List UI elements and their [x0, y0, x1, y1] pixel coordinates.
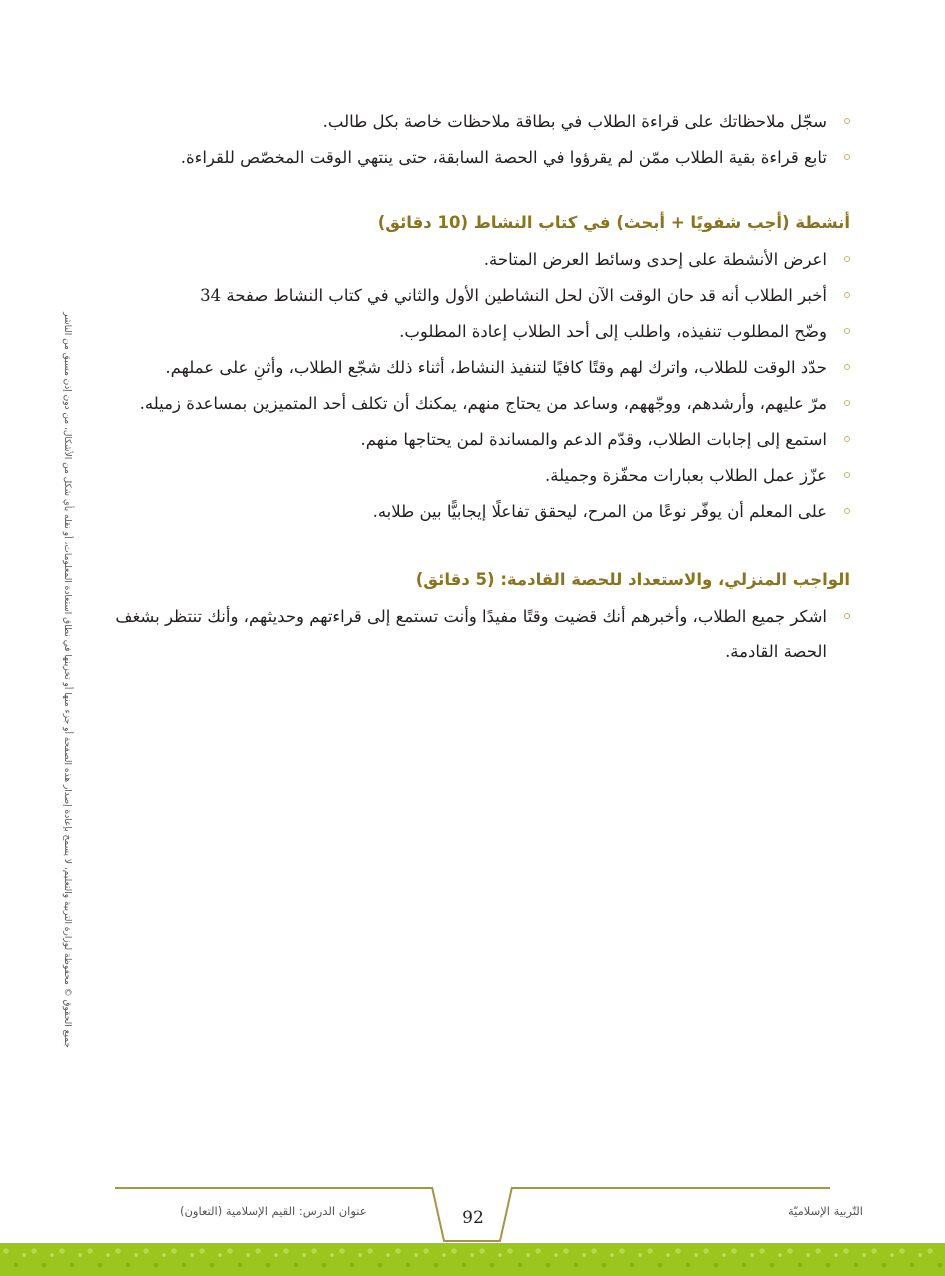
footer-lesson-title: عنوان الدرس: القيم الإسلامية (التعاون): [180, 1204, 367, 1218]
item-text: تابع قراءة بقية الطلاب ممّن لم يقرؤوا في الحصة السابقة، حتى ينتهي الوقت المخصّص للقراءة.: [180, 148, 827, 167]
item-text: مرّ عليهم، وأرشدهم، ووجّههم، وساعد من يحتاج منهم، يمكنك أن تكلف أحد المتميزين بمساعدة زميله.: [139, 394, 827, 413]
circle-bullet-icon: [844, 292, 850, 298]
item-text: حدّد الوقت للطلاب، واترك لهم وقتًا كافيًا لتنفيذ النشاط، أثناء ذلك شجّع الطلاب، وأثنِ على عملهم.: [165, 358, 827, 377]
list-item: [115, 140, 850, 176]
item-text: وضّح المطلوب تنفيذه، واطلب إلى أحد الطلاب إعادة المطلوب.: [399, 322, 827, 341]
item-text: اشكر جميع الطلاب، وأخبرهم أنك قضيت وقتًا مفيدًا وأنت تستمع إلى قراءتهم وحديثهم، وأنك تنتظر بشغف الحصة القادمة.: [115, 607, 827, 661]
section-heading-activities: أنشطة (أجب شفويًا + أبحث) في كتاب النشاط (10 دقائق): [377, 213, 850, 232]
circle-bullet-icon: [844, 400, 850, 406]
circle-bullet-icon: [844, 472, 850, 478]
section-heading-homework: الواجب المنزلي، والاستعداد للحصة القادمة: (5 دقائق): [415, 570, 850, 589]
footer-rule-right: [512, 1187, 830, 1189]
circle-bullet-icon: [844, 508, 850, 514]
circle-bullet-icon: [844, 364, 850, 370]
footer-subject: التّربية الإسلاميّة: [787, 1204, 863, 1218]
list-item: [115, 314, 850, 350]
list-item: [115, 350, 850, 386]
list-item: [115, 386, 850, 422]
circle-bullet-icon: [844, 256, 850, 262]
list-item: [115, 278, 850, 314]
item-text: عزّز عمل الطلاب بعبارات محفّزة وجميلة.: [544, 466, 827, 485]
list-item: [115, 458, 850, 494]
page-number: 92: [462, 1208, 484, 1228]
list-item: [115, 422, 850, 458]
item-text: على المعلم أن يوفّر نوعًا من المرح، ليحقق تفاعلًا إيجابيًّا بين طلابه.: [372, 502, 827, 521]
list-item: [115, 494, 850, 530]
circle-bullet-icon: [844, 154, 850, 160]
circle-bullet-icon: [844, 613, 850, 619]
item-text: استمع إلى إجابات الطلاب، وقدّم الدعم والمساندة لمن يحتاجها منهم.: [360, 430, 827, 449]
decorative-bottom-band: [0, 1243, 945, 1276]
footer-rule-left: [115, 1187, 432, 1189]
item-text: سجّل ملاحظاتك على قراءة الطلاب في بطاقة ملاحظات خاصة بكل طالب.: [322, 112, 827, 131]
circle-bullet-icon: [844, 118, 850, 124]
item-text: أخبر الطلاب أنه قد حان الوقت الآن لحل النشاطين الأول والثاني في كتاب النشاط صفحة 34: [200, 286, 827, 305]
lesson-content: [115, 104, 850, 669]
list-item: [115, 599, 850, 669]
intro-list: [115, 104, 850, 176]
copyright-note: جميع الحقوق © محفوظة لوزارة التربية والتعليم، لا يسمح بإعادة إصدار هذه الصفحة أو جزء منها أو تخزينها في نطاق استعادة المعلومات، أو نقله بأي شكل من الأشكال، من دون إذن مسبق من الناشر: [62, 312, 72, 1048]
list-item: [115, 104, 850, 140]
item-text: اعرض الأنشطة على إحدى وسائط العرض المتاحة.: [483, 250, 827, 269]
circle-bullet-icon: [844, 436, 850, 442]
list-item: [115, 242, 850, 278]
circle-bullet-icon: [844, 328, 850, 334]
activities-list: [115, 242, 850, 530]
homework-list: [115, 599, 850, 669]
